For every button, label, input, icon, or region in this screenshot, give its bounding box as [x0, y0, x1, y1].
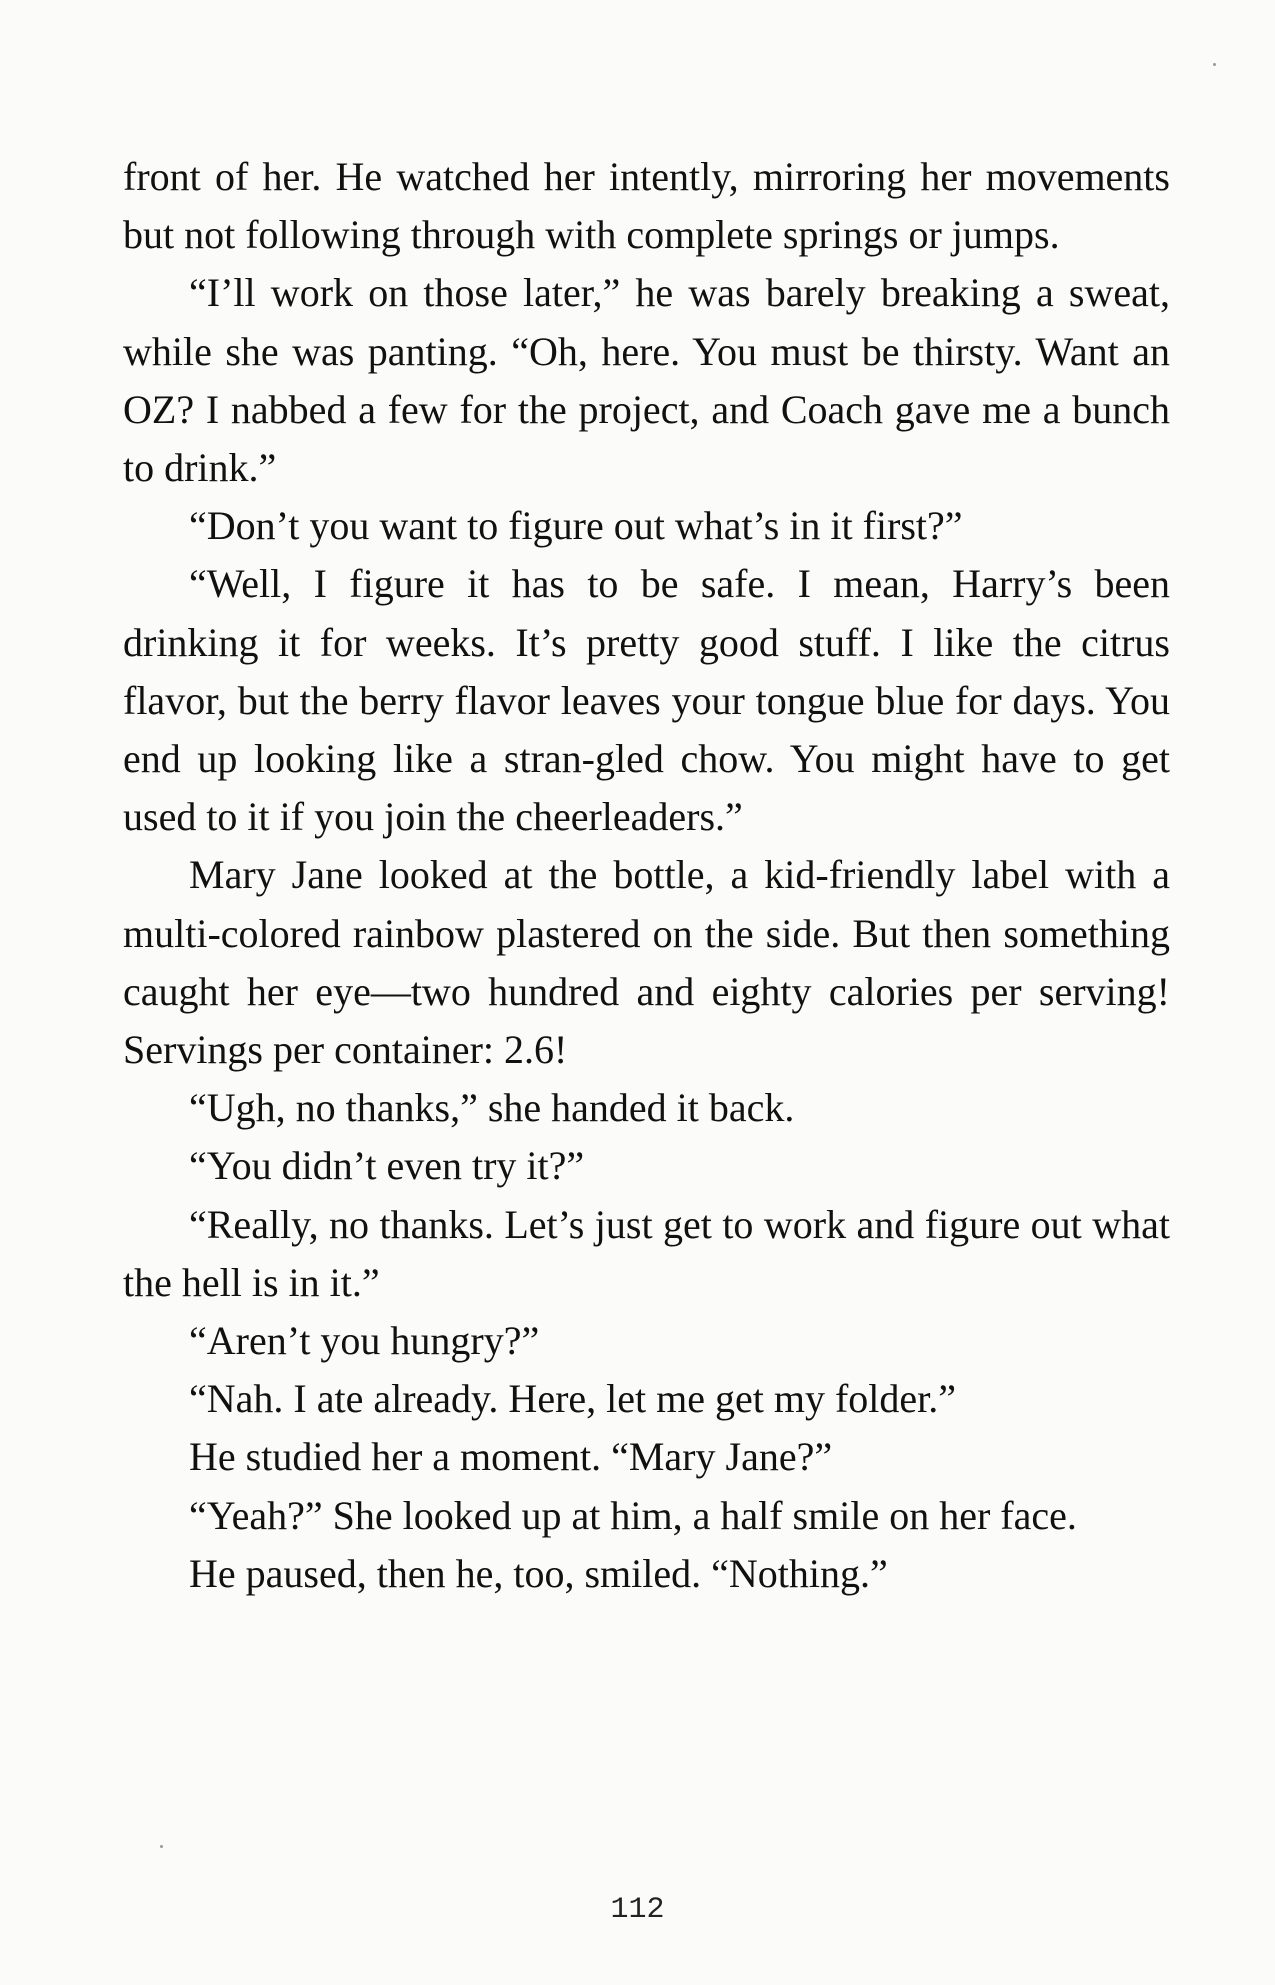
- paragraph: “Don’t you want to figure out what’s in it first?”: [189, 503, 963, 549]
- paragraph: “I’ll work on those later,” he was barely breaking a sweat, while she was panting. “Oh, here. You must be thirsty. Want an OZ? I nabbed a few for the project, and Coach gave me a bunch to drink.”: [123, 270, 1170, 491]
- paragraph: “Nah. I ate already. Here, let me get my folder.”: [189, 1376, 957, 1422]
- paragraph: “Yeah?” She looked up at him, a half smile on her face.: [189, 1492, 1077, 1538]
- paragraph: “Well, I figure it has to be safe. I mean, Harry’s been drinking it for weeks. It’s pretty good stuff. I like the citrus flavor, but the berry flavor leaves your tongue blue for days. You end up looking like a stran-gled chow. You might have to get used to it if you join the cheerleaders.”: [123, 561, 1170, 840]
- paragraph: “Ugh, no thanks,” she handed it back.: [189, 1085, 795, 1131]
- paragraph: He paused, then he, too, smiled. “Nothing.”: [189, 1550, 888, 1596]
- scan-speck: [1213, 63, 1216, 66]
- paragraph: “Aren’t you hungry?”: [189, 1318, 540, 1364]
- body-text: [123, 148, 1170, 1603]
- paragraph: He studied her a moment. “Mary Jane?”: [189, 1434, 833, 1480]
- paragraph: “You didn’t even try it?”: [189, 1143, 585, 1189]
- scan-speck: [160, 1845, 163, 1848]
- paragraph-continued: front of her. He watched her intently, mirroring her movements but not following through with complete springs or jumps.: [123, 154, 1170, 258]
- page-number: 112: [610, 1893, 665, 1927]
- paragraph: “Really, no thanks. Let’s just get to work and figure out what the hell is in it.”: [123, 1201, 1170, 1305]
- paragraph: Mary Jane looked at the bottle, a kid-friendly label with a multi-colored rainbow plastered on the side. But then something caught her eye—two hundred and eighty calories per serving! Servings per container: 2.6!: [123, 852, 1170, 1073]
